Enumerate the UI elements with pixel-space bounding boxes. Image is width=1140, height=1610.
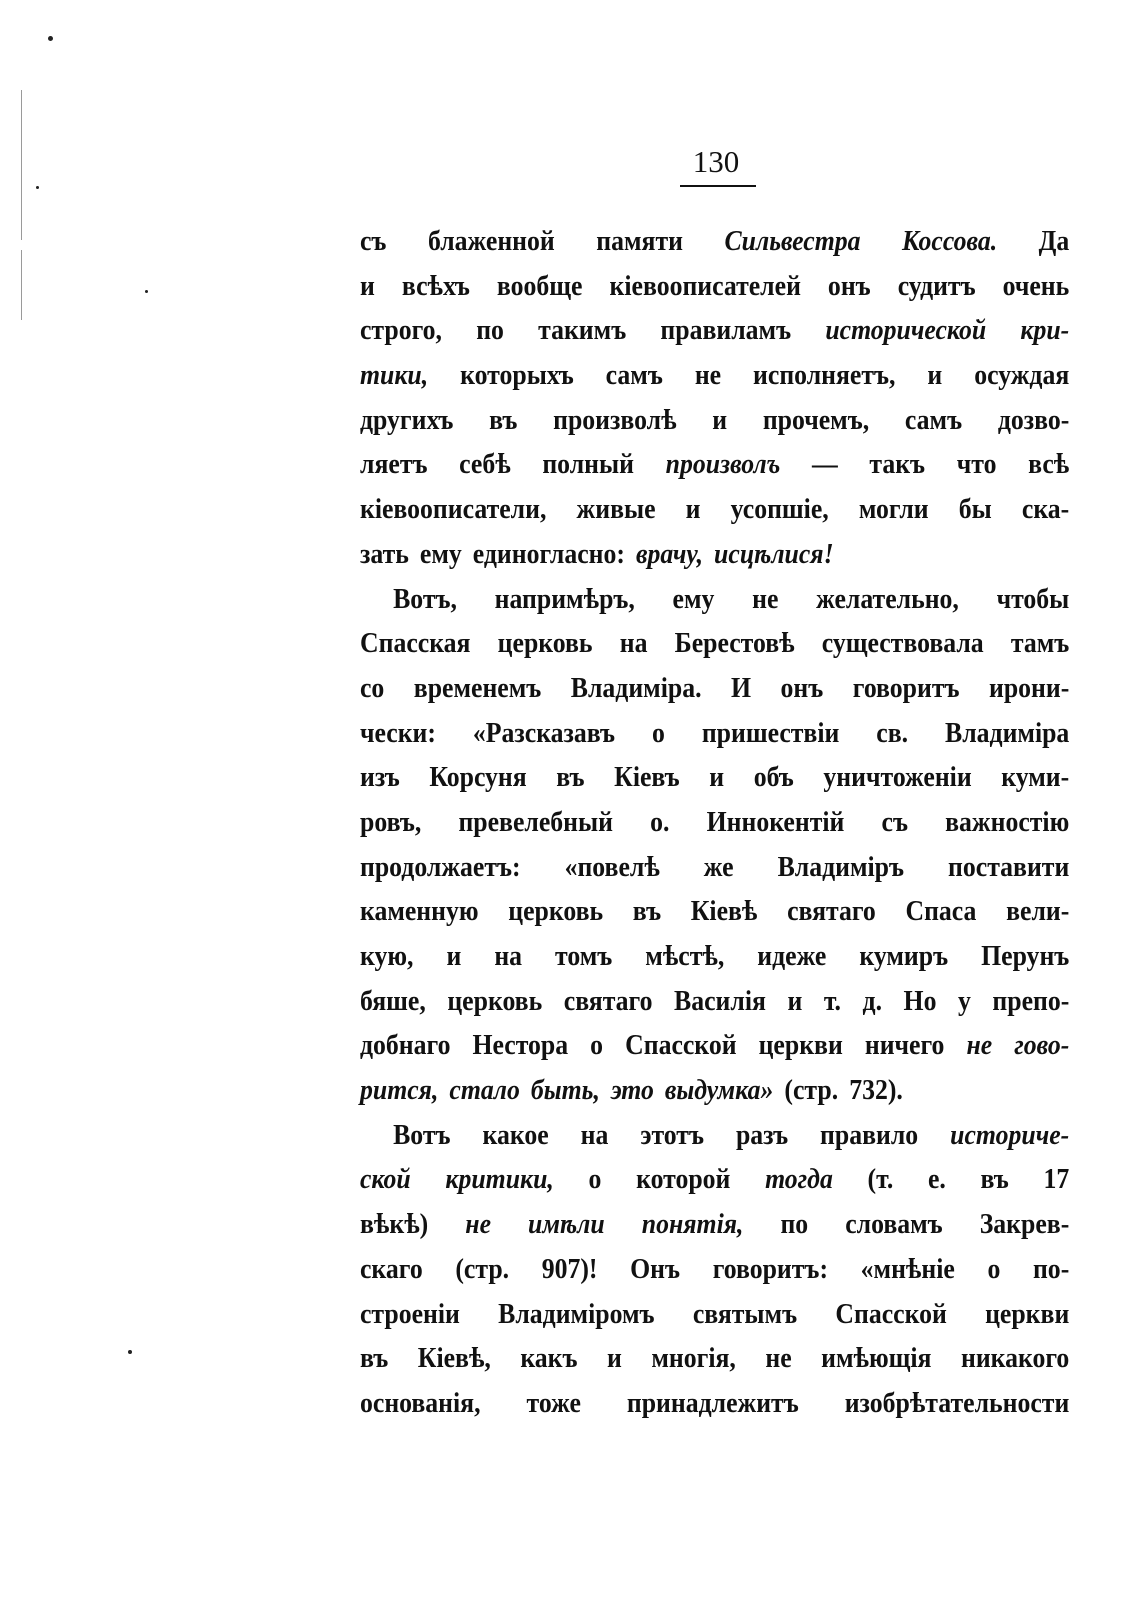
word: «повелѣ [564, 851, 660, 883]
italic-word: выдумка» [664, 1075, 774, 1107]
word: зать [360, 538, 409, 570]
word: исполняетъ, [753, 360, 896, 392]
word: и [712, 404, 728, 436]
word: памяти [596, 226, 683, 257]
word: въ [980, 1164, 1009, 1196]
word: прочемъ, [762, 404, 870, 436]
text-line [360, 309, 1069, 354]
text-line [360, 488, 1069, 533]
word: вѣкѣ) [360, 1209, 429, 1241]
word: желательно, [816, 583, 959, 615]
word: ничего [864, 1030, 945, 1062]
word: многія, [651, 1343, 736, 1375]
page-number: 130 [692, 144, 740, 179]
word: существовала [821, 628, 984, 660]
text-line [360, 935, 1069, 980]
word: всѣхъ [401, 270, 470, 302]
word: въ [360, 1343, 389, 1375]
word: вообще [496, 270, 583, 302]
word: идеже [757, 941, 827, 972]
word: могли [858, 494, 929, 526]
word: съ [360, 226, 387, 257]
word: которыхъ [460, 360, 574, 392]
text-line [360, 533, 1069, 578]
word: о [588, 1164, 602, 1196]
word: о. [650, 806, 670, 838]
word: въ [556, 762, 585, 794]
word: Владиміромъ [498, 1298, 655, 1330]
text-line [360, 1293, 1069, 1338]
word: Вотъ [393, 1119, 451, 1151]
word: никакого [960, 1343, 1070, 1375]
italic-word: тогда [765, 1164, 833, 1196]
word: превелебный [458, 806, 613, 838]
word: не [694, 360, 722, 392]
scan-speck [145, 290, 148, 293]
word: онъ [780, 672, 824, 704]
italic-word: исторической [825, 315, 987, 347]
word: строго, [360, 315, 442, 347]
word: другихъ [360, 404, 454, 436]
text-line [360, 220, 1069, 265]
text-line [360, 1069, 1069, 1114]
word: правило [820, 1119, 919, 1151]
italic-word: стало [449, 1075, 520, 1107]
word: церковь [508, 896, 604, 928]
text-line [360, 578, 1069, 623]
text-line [360, 1114, 1069, 1159]
word: ирони- [989, 672, 1070, 704]
word: мѣстѣ, [645, 941, 725, 972]
word: не [752, 583, 779, 615]
word: по [476, 315, 504, 347]
word: которой [636, 1164, 731, 1196]
word: на [494, 941, 523, 972]
word: изобрѣтательности [844, 1387, 1070, 1419]
word: Спасской [625, 1030, 737, 1062]
word: о [651, 717, 665, 749]
word: имѣющія [821, 1343, 932, 1375]
scan-speck [48, 36, 53, 41]
word: «Разсказавъ [472, 717, 616, 749]
word: говоритъ: [712, 1253, 829, 1285]
italic-word: рится, [360, 1075, 439, 1107]
word: дозво- [997, 404, 1070, 436]
text-line [360, 756, 1069, 801]
word: единогласно: [472, 538, 625, 570]
word: въ [632, 896, 662, 928]
word: живые [576, 494, 656, 526]
word: и [607, 1343, 622, 1375]
word: ляетъ [360, 449, 428, 481]
word: изъ [360, 762, 400, 794]
word: словамъ [845, 1209, 943, 1241]
word: Василія [674, 985, 766, 1017]
text-line [360, 846, 1069, 891]
word: о [987, 1253, 1001, 1285]
word: каменную [360, 896, 479, 928]
italic-word: имѣли [528, 1209, 605, 1241]
word: кіевоописатели, [360, 494, 547, 526]
word: святаго [563, 985, 653, 1017]
word: уничтоженіи [823, 762, 972, 794]
word: временемъ [413, 672, 542, 704]
text-line [360, 890, 1069, 935]
word: у [958, 985, 971, 1017]
word: поставити [948, 851, 1070, 883]
word: Берестовѣ [674, 628, 795, 660]
italic-word: критики, [445, 1164, 554, 1196]
italic-word: кри- [1020, 315, 1070, 347]
word: и [446, 941, 462, 972]
word: кіевоописателей [609, 270, 801, 302]
italic-word: произволъ [665, 449, 781, 481]
word: и [685, 494, 701, 526]
word: осуждая [974, 360, 1070, 392]
text-line [360, 443, 1069, 488]
word: этотъ [640, 1119, 704, 1151]
word: Кіевѣ, [417, 1343, 491, 1375]
word: и [360, 270, 375, 302]
word: съ [881, 806, 908, 838]
word: Владиміра [945, 717, 1070, 749]
word: Онъ [630, 1253, 681, 1285]
word: Кіевъ [614, 762, 680, 794]
word: 17 [1043, 1164, 1070, 1196]
italic-word: не [465, 1209, 492, 1241]
word: Перунъ [981, 941, 1070, 972]
word: напримѣръ, [494, 583, 635, 615]
word: по- [1032, 1253, 1070, 1285]
word: Владиміра. [570, 672, 702, 704]
word: т. [823, 985, 842, 1017]
word: судитъ [897, 270, 976, 302]
word: продолжаетъ: [360, 851, 521, 883]
word: «мнѣніе [860, 1253, 955, 1285]
italic-word: понятія, [641, 1209, 744, 1241]
italic-word: не [966, 1030, 993, 1062]
word: разъ [735, 1119, 789, 1151]
text-line [360, 1158, 1069, 1203]
word: кумиръ [859, 941, 949, 972]
word: (стр. [455, 1253, 510, 1285]
page-number-rule [680, 185, 756, 187]
word: всѣ [1028, 449, 1070, 481]
word: такимъ [538, 315, 627, 347]
word: — [811, 449, 838, 481]
word: онъ [827, 270, 871, 302]
word: И [731, 672, 752, 704]
margin-rule [21, 250, 22, 320]
word: ему [672, 583, 715, 615]
scan-speck [128, 1350, 132, 1354]
word: Иннокентій [706, 806, 845, 838]
word: не [765, 1343, 792, 1375]
word: д. [862, 985, 883, 1017]
word: на [580, 1119, 609, 1151]
word: добнаго [360, 1030, 451, 1062]
word: усопшіе, [730, 494, 829, 526]
word: принадлежитъ [626, 1387, 799, 1419]
word: вели- [1006, 896, 1070, 928]
italic-word: историче- [950, 1119, 1070, 1151]
word: полный [542, 449, 634, 481]
word: бяше, [360, 985, 426, 1017]
word: очень [1002, 270, 1070, 302]
text-line [360, 980, 1069, 1025]
italic-word: Коссова. [902, 226, 998, 257]
body-text [360, 220, 1070, 1427]
word: на [619, 628, 648, 660]
margin-rule [21, 90, 22, 240]
word: чески: [360, 717, 436, 749]
italic-word: это [610, 1075, 654, 1107]
word: самъ [904, 404, 963, 436]
word: что [956, 449, 997, 481]
word: въ [489, 404, 518, 436]
word: (стр. [784, 1075, 839, 1107]
text-line [360, 1337, 1069, 1382]
word: правиламъ [660, 315, 792, 347]
word: (т. [867, 1164, 894, 1196]
word: по [780, 1209, 809, 1241]
word: основанія, [360, 1387, 481, 1419]
word: Нестора [472, 1030, 569, 1062]
word: и [709, 762, 725, 794]
word: 907)! [541, 1253, 598, 1285]
word: кую, [360, 941, 414, 972]
italic-word: гово- [1014, 1030, 1070, 1062]
word: Но [903, 985, 937, 1017]
text-line [360, 1024, 1069, 1069]
word: церковь [447, 985, 543, 1017]
italic-word: ской [360, 1164, 411, 1196]
word: такъ [869, 449, 926, 481]
text-line [360, 622, 1069, 667]
text-line [360, 1382, 1069, 1427]
word: Вотъ, [393, 583, 457, 615]
word: препо- [992, 985, 1070, 1017]
text-line [360, 1203, 1069, 1248]
italic-word: исцѣлися! [714, 538, 834, 570]
italic-word: Сильвестра [724, 226, 861, 257]
word: тамъ [1010, 628, 1070, 660]
word: важностію [945, 806, 1070, 838]
word: святымъ [692, 1298, 798, 1330]
word: святаго [787, 896, 876, 928]
word: Да [1038, 226, 1070, 257]
scan-speck [36, 186, 39, 189]
word: объ [753, 762, 794, 794]
word: ска- [1021, 494, 1070, 526]
word: Закрев- [979, 1209, 1070, 1241]
text-line [360, 265, 1069, 310]
italic-word: тики, [360, 360, 429, 392]
word: и [787, 985, 803, 1017]
text-line [360, 801, 1069, 846]
word: св. [876, 717, 909, 749]
word: бы [958, 494, 992, 526]
word: е. [927, 1164, 946, 1196]
text-line [360, 667, 1069, 712]
word: церковь [497, 628, 593, 660]
word: произволѣ [553, 404, 677, 436]
italic-word: врачу, [635, 538, 704, 570]
word: какъ [520, 1343, 578, 1375]
word: куми- [1001, 762, 1070, 794]
word: блаженной [427, 226, 555, 257]
word: какое [482, 1119, 549, 1151]
word: тоже [526, 1387, 581, 1419]
word: Корсуня [429, 762, 527, 794]
word: 732). [849, 1075, 903, 1107]
word: самъ [605, 360, 663, 392]
text-line [360, 712, 1069, 757]
word: ровъ, [360, 806, 422, 838]
word: строеніи [360, 1298, 460, 1330]
word: говоритъ [852, 672, 960, 704]
word: церкви [758, 1030, 843, 1062]
word: о [590, 1030, 604, 1062]
word: себѣ [459, 449, 511, 481]
word: пришествіи [701, 717, 840, 749]
word: Спасская [360, 628, 471, 660]
word: томъ [555, 941, 613, 972]
text-line [360, 354, 1069, 399]
word: чтобы [996, 583, 1070, 615]
text-line [360, 1248, 1069, 1293]
word: Спаса [905, 896, 977, 928]
word: Кіевѣ [690, 896, 758, 928]
word: церкви [985, 1298, 1070, 1330]
italic-word: быть, [530, 1075, 600, 1107]
word: и [927, 360, 943, 392]
word: со [360, 672, 385, 704]
word: скаго [360, 1253, 423, 1285]
word: Владиміръ [777, 851, 905, 883]
word: же [703, 851, 734, 883]
word: Спасской [835, 1298, 947, 1330]
text-line [360, 399, 1069, 444]
word: ему [419, 538, 462, 570]
